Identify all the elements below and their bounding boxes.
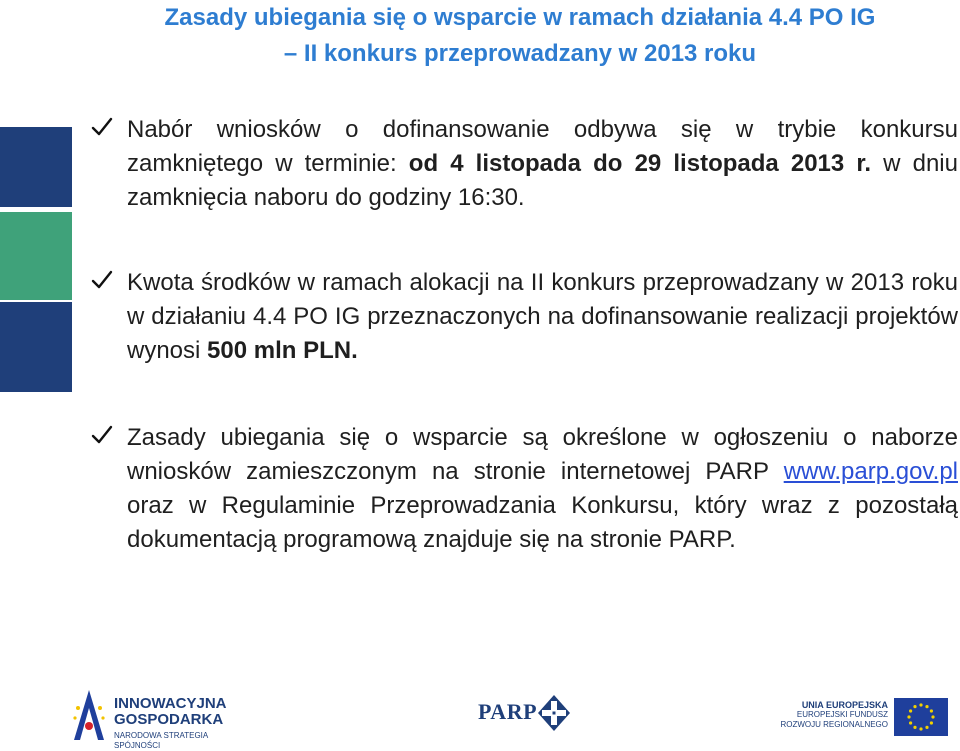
eu-flag-icon [894, 698, 948, 736]
ig-logo-line-3: NARODOWA STRATEGIA SPÓJNOŚCI [114, 731, 208, 750]
bullet-1-text-end: w dniu zamknięcia naboru do godziny 16:30. [127, 150, 958, 211]
parp-emblem-icon [538, 695, 570, 731]
bullet-1-date-range: od 4 listopada do 29 listopada 2013 r. [408, 150, 872, 177]
parp-logo-text: PARP [478, 699, 538, 724]
bullet-3-text-end: oraz w Regulaminie Przeprowadzania Konkursu, który wraz z pozostałą dokumentacją programową znajduje się na stronie PARP. [127, 492, 958, 553]
eu-fund-logo [770, 698, 950, 744]
footer-logos [0, 680, 960, 748]
parp-logo [478, 695, 568, 735]
parp-website-link[interactable]: www.parp.gov.pl [783, 458, 958, 485]
side-bar-green [0, 212, 72, 300]
bullet-item-3 [90, 421, 958, 557]
bullet-2-text-start: Kwota środków w ramach alokacji na II konkurs przeprowadzany w 2013 roku w działaniu 4.4 PO IG przeznaczonych na dofinansowanie realizacji projektów wynosi [127, 269, 958, 364]
bullet-text-1 [127, 113, 958, 215]
title-line-2: – II konkurs przeprowadzany w 2013 roku [283, 40, 757, 67]
bullet-3-text-start: Zasady ubiegania się o wsparcie są określone w ogłoszeniu o naborze wniosków zamieszczonym na stronie internetowej PARP [127, 424, 958, 485]
checkmark-icon [90, 268, 114, 292]
bullet-item-2 [90, 266, 958, 368]
bullet-text-2 [127, 266, 958, 368]
bullet-2-amount: 500 mln PLN. [207, 337, 358, 364]
ig-logo-line-2: GOSPODARKA [114, 711, 224, 728]
eu-line-2: EUROPEJSKI FUNDUSZ [796, 710, 888, 719]
page-title [95, 0, 945, 72]
eu-line-1: UNIA EUROPEJSKA [801, 700, 888, 710]
eu-line-3: ROZWOJU REGIONALNEGO [780, 720, 888, 729]
checkmark-icon [90, 423, 114, 447]
bullet-item-1 [90, 113, 958, 215]
innowacyjna-gospodarka-logo [70, 688, 240, 750]
title-line-1: Zasady ubiegania się o wsparcie w ramach działania 4.4 PO IG [164, 4, 876, 31]
ig-logo-line-1: INNOWACYJNA [114, 695, 227, 712]
ig-emblem-icon [70, 688, 108, 742]
bullet-text-3 [127, 421, 958, 557]
side-bar-navy-top [0, 127, 72, 207]
side-bar-navy-bottom [0, 302, 72, 392]
checkmark-icon [90, 115, 114, 139]
bullet-1-text-start: Nabór wniosków o dofinansowanie odbywa się w trybie konkursu zamkniętego w terminie: [127, 116, 958, 177]
